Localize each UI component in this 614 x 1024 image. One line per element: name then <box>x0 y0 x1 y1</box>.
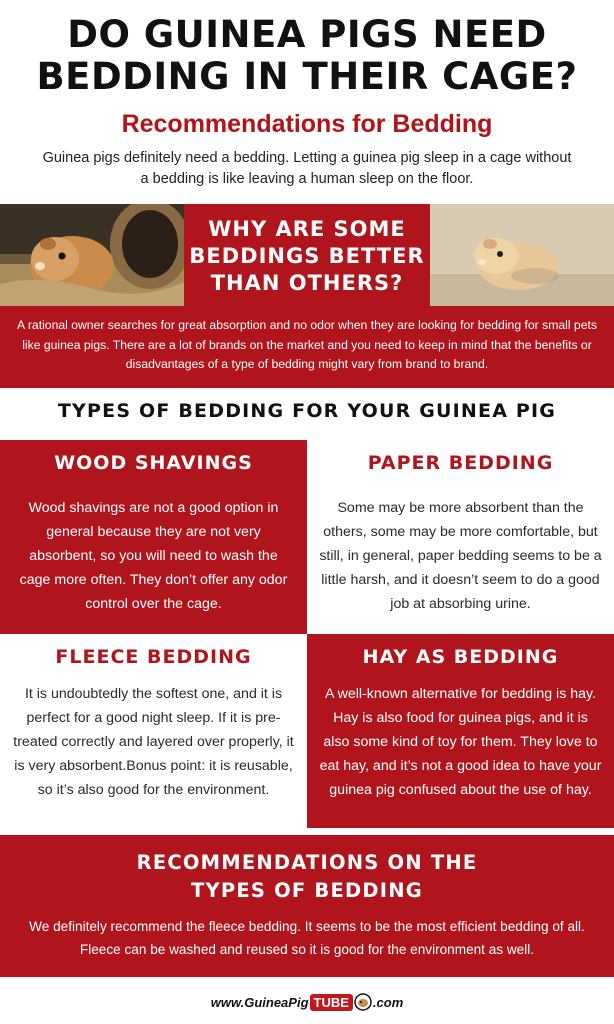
why-section <box>0 204 614 388</box>
page-title <box>0 14 614 98</box>
why-heading <box>184 216 430 297</box>
panel-wood-shavings <box>0 440 307 634</box>
guinea-pig-photo-right <box>430 204 614 306</box>
why-body-text: A rational owner searches for great absorption and no odor when they are looking for bedding for small pets like guinea pigs. There are a lot of brands on the market and you need to keep in mind that the benefits or disadvantages of a type of bedding might vary from brand to brand. <box>17 318 597 371</box>
guinea-pig-logo-icon <box>354 993 372 1011</box>
types-heading: TYPES OF BEDDING FOR YOUR GUINEA PIG <box>57 400 557 422</box>
panel-title: HAY AS BEDDING <box>362 646 559 668</box>
panel-title: PAPER BEDDING <box>367 452 554 474</box>
panel-text: Wood shavings are not a good option in general because they are not very absorbent, so you will need to wash the cage more often. They don’t offer any odor control over the cage. <box>19 500 288 612</box>
recommendations-heading-line-2: TYPES OF BEDDING <box>191 879 423 902</box>
page-subtitle: Recommendations for Bedding <box>121 110 493 138</box>
panel-fleece-bedding <box>0 634 307 828</box>
why-heading-line-3: THAN OTHERS? <box>210 271 404 295</box>
footer-tube-badge: TUBE <box>310 994 353 1011</box>
panel-title: WOOD SHAVINGS <box>54 452 253 474</box>
why-heading-line-1: WHY ARE SOME <box>208 217 406 241</box>
why-heading-line-2: BEDDINGS BETTER <box>189 244 425 268</box>
footer-url-suffix: .com <box>372 994 404 1010</box>
recommendations-section <box>0 835 614 977</box>
intro-text: Guinea pigs definitely need a bedding. Letting a guinea pig sleep in a cage without a bedding is like leaving a human sleep on the floor. <box>42 150 572 187</box>
panel-text: It is undoubtedly the softest one, and it is perfect for a good night sleep. If it is pre-treated correctly and layered over properly, it is very absorbent.Bonus point: it is reusable, so it’s also good for the environment. <box>13 686 294 798</box>
site-footer-logo[interactable] <box>0 990 614 1014</box>
panel-text: A well-known alternative for bedding is hay. Hay is also food for guinea pigs, and it is also some kind of toy for them. They love to eat hay, and it’s not a good idea to have your guinea pig confused about the use of hay. <box>319 686 602 798</box>
recommendations-text: We definitely recommend the fleece bedding. It seems to be the most efficient bedding of all. Fleece can be washed and reused so it is good for the environment as well. <box>29 919 585 957</box>
page-title-line-1: DO GUINEA PIGS NEED <box>67 13 547 56</box>
page-title-line-2: BEDDING IN THEIR CAGE? <box>36 55 578 98</box>
panel-text: Some may be more absorbent than the others, some may be more comfortable, but still, in general, paper bedding seems to be a little harsh, and it doesn’t seem to do a good job at absorbing urine. <box>319 500 602 612</box>
panel-paper-bedding <box>307 440 614 634</box>
footer-url-prefix: www.GuineaPig <box>210 994 309 1010</box>
panel-hay-bedding <box>307 634 614 828</box>
panel-title: FLEECE BEDDING <box>55 646 252 668</box>
recommendations-heading <box>0 849 614 905</box>
recommendations-heading-line-1: RECOMMENDATIONS ON THE <box>136 851 478 874</box>
guinea-pig-photo-left <box>0 204 184 306</box>
